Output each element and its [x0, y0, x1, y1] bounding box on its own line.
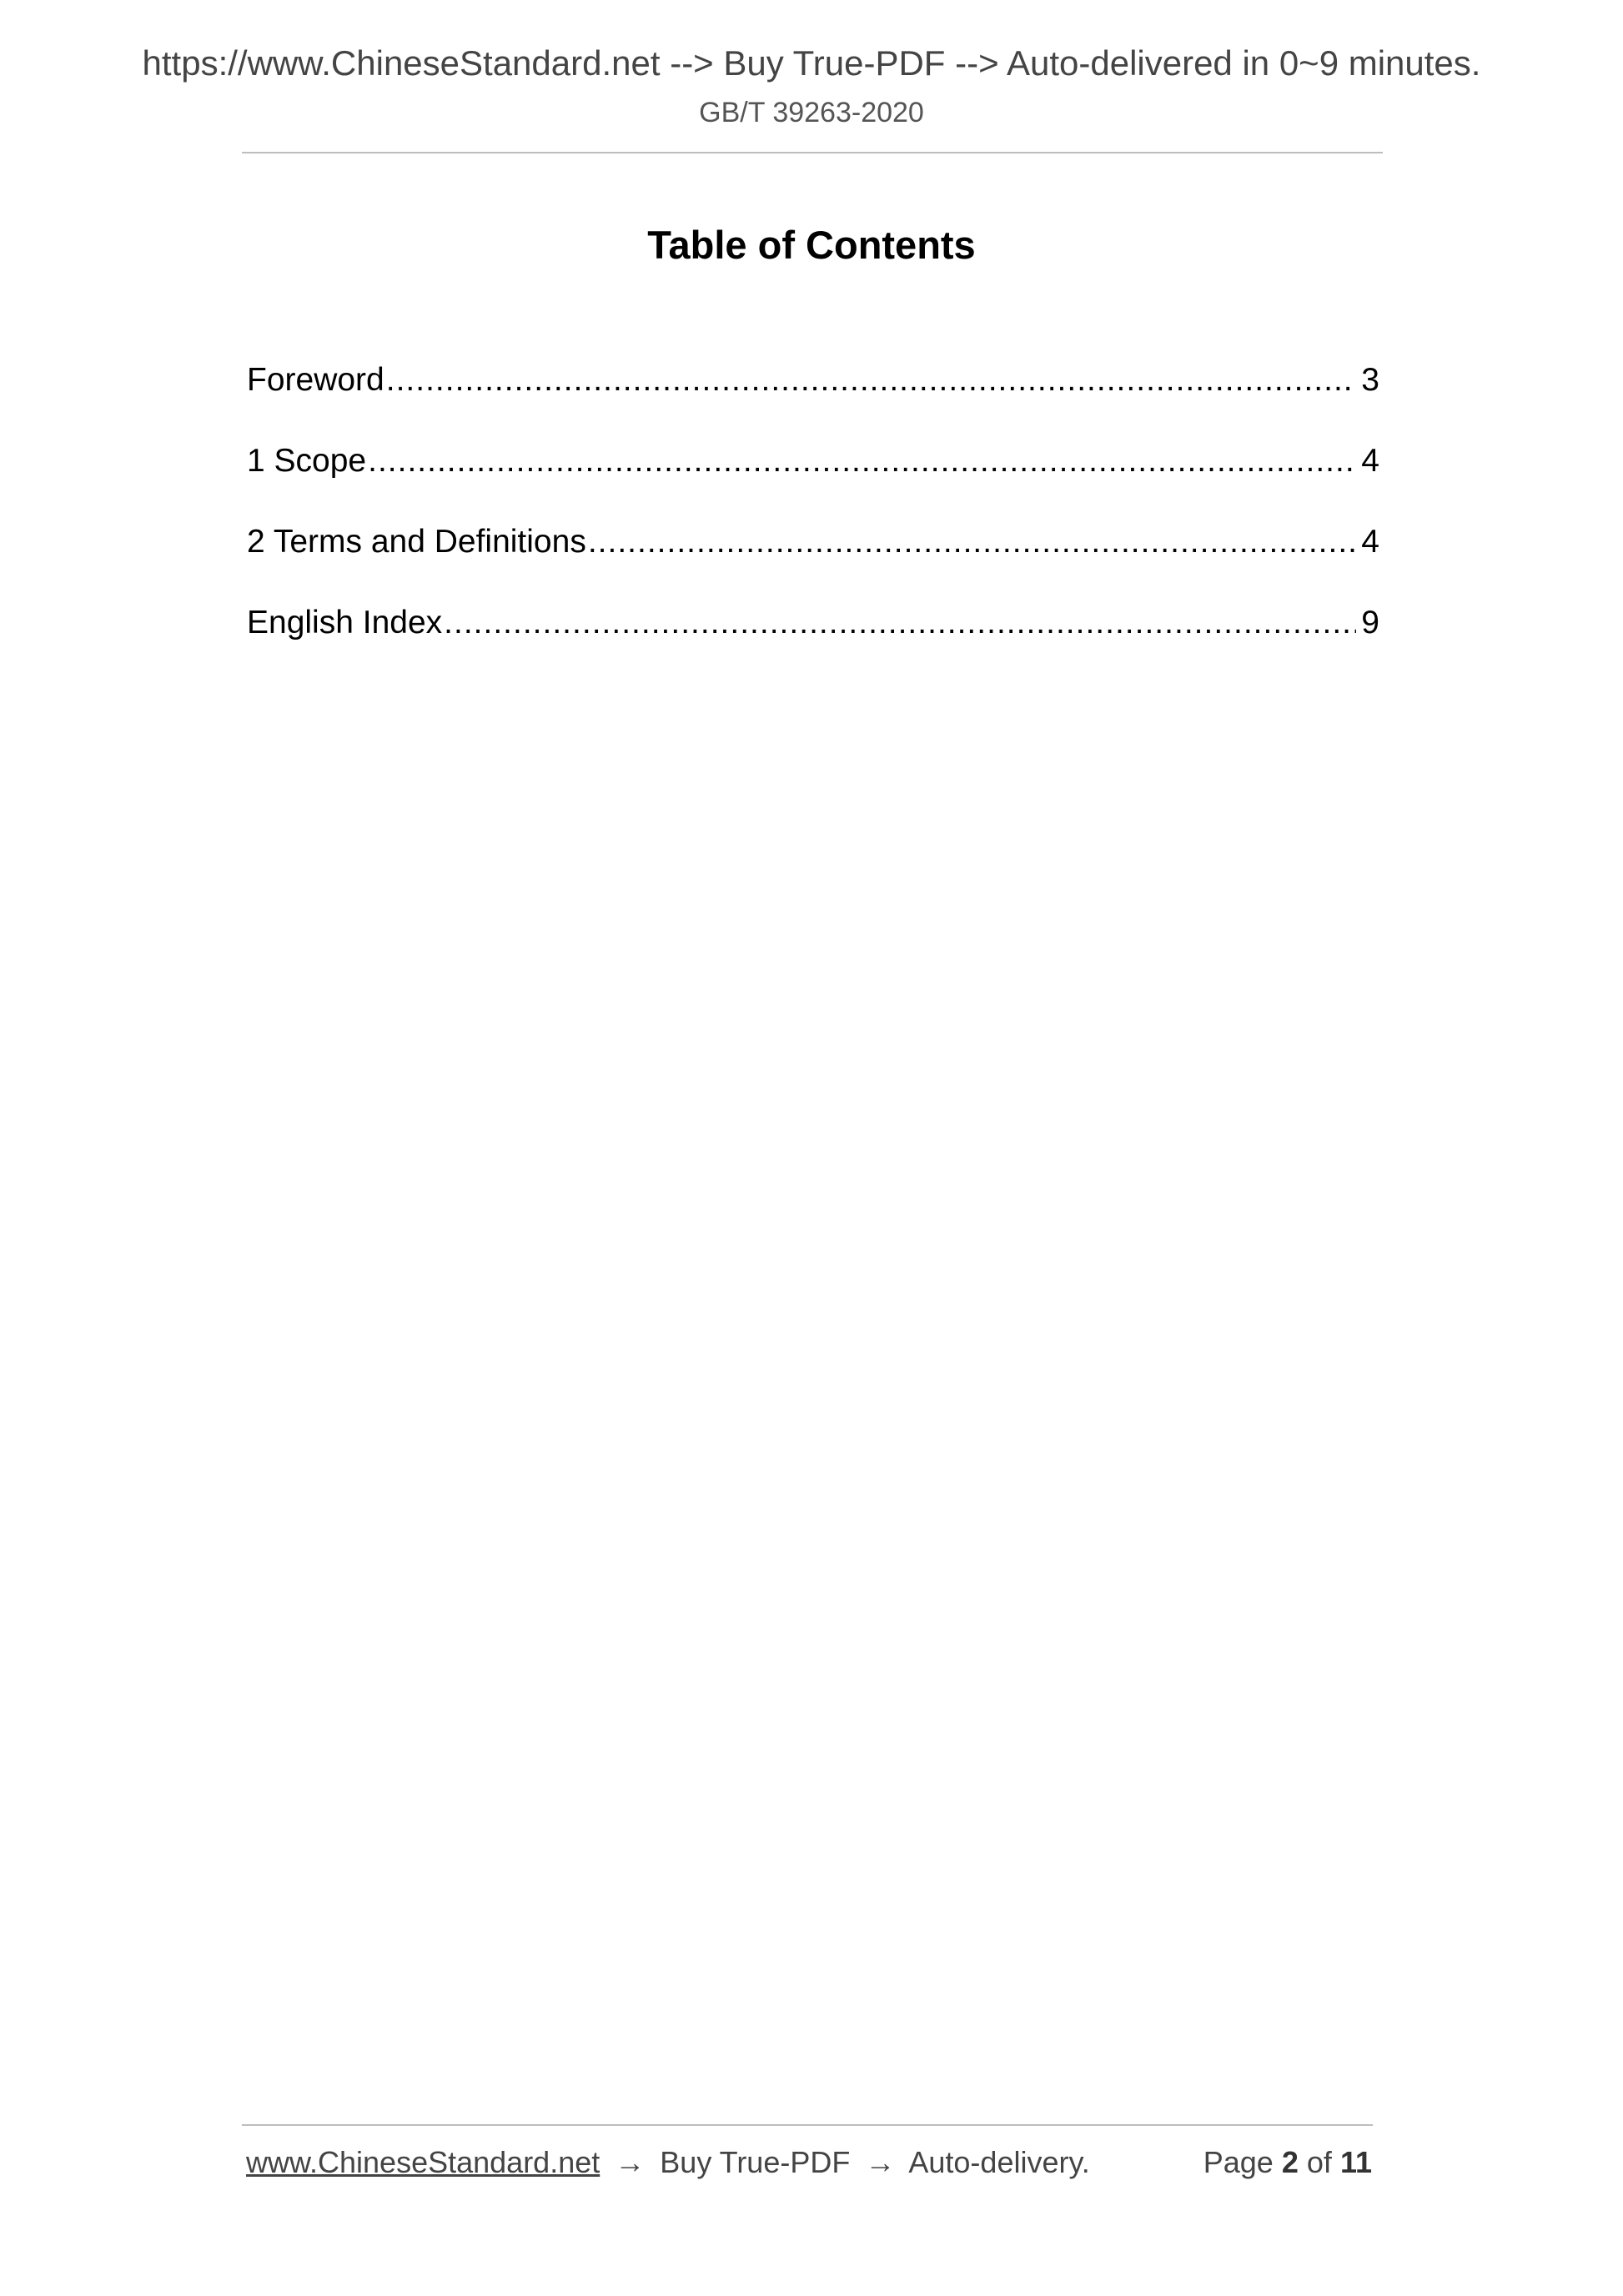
table-of-contents — [247, 360, 1379, 684]
toc-entry-text: English Index — [247, 605, 443, 641]
toc-entry-terms[interactable] — [247, 522, 1379, 603]
footer-divider — [242, 2124, 1373, 2126]
toc-leader-dots — [386, 360, 1357, 400]
website-link[interactable]: www.ChineseStandard.net — [246, 2145, 600, 2179]
toc-leader-dots — [444, 603, 1356, 643]
arrow-right-icon: → — [865, 2145, 896, 2179]
toc-leader-dots — [368, 441, 1356, 481]
toc-entry-scope[interactable] — [247, 441, 1379, 522]
toc-leader-dots — [588, 522, 1356, 562]
toc-entry-page: 3 — [1361, 362, 1379, 398]
toc-title: Table of Contents — [647, 223, 976, 267]
footer-delivery-text: Auto-delivery. — [908, 2145, 1090, 2179]
toc-entry-foreword[interactable] — [247, 360, 1379, 441]
page-footer — [246, 2145, 1372, 2180]
toc-entry-page: 9 — [1361, 605, 1379, 641]
toc-entry-text: 1 Scope — [247, 443, 367, 479]
page-label: Page — [1203, 2145, 1274, 2179]
page-total: 11 — [1339, 2145, 1372, 2179]
toc-entry-page: 4 — [1361, 443, 1379, 479]
page-of: of — [1306, 2145, 1332, 2179]
toc-entry-text: Foreword — [247, 362, 384, 398]
page-current: 2 — [1281, 2145, 1299, 2179]
footer-buy-text: Buy True-PDF — [660, 2145, 851, 2179]
header-banner: https://www.ChineseStandard.net --> Buy True-PDF --> Auto-delivered in 0~9 minutes. — [142, 43, 1481, 83]
standard-code: GB/T 39263-2020 — [699, 97, 924, 128]
toc-entry-text: 2 Terms and Definitions — [247, 524, 586, 560]
arrow-right-icon: → — [615, 2145, 646, 2179]
page-number — [1203, 2145, 1372, 2180]
toc-entry-english-index[interactable] — [247, 603, 1379, 684]
header-divider — [242, 152, 1383, 153]
toc-entry-page: 4 — [1361, 524, 1379, 560]
